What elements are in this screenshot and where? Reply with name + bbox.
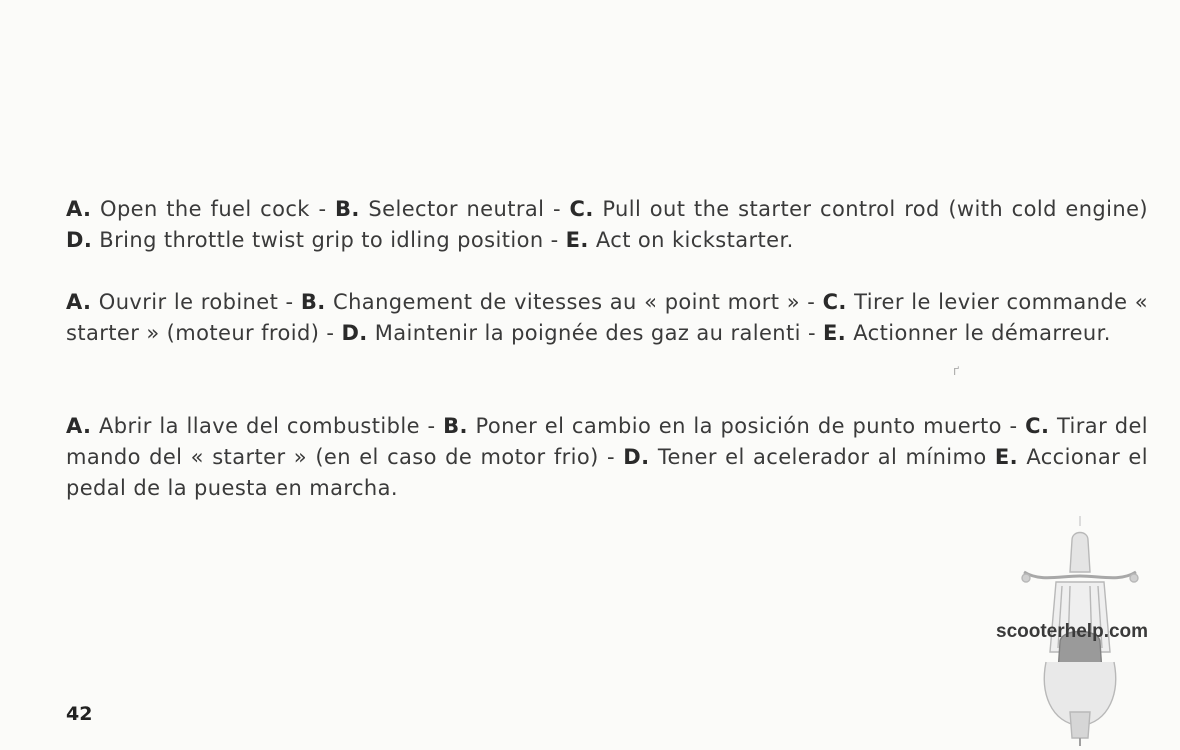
step-label: C.: [822, 290, 847, 314]
step-text: Bring throttle twist grip to idling position: [99, 228, 544, 252]
step-label: D.: [66, 228, 93, 252]
step-text: Pull out the starter control rod (with cold engine): [602, 197, 1149, 221]
step-label: E.: [565, 228, 589, 252]
step-text: Actionner le démarreur.: [853, 321, 1111, 345]
step-label: C.: [1025, 414, 1050, 438]
instructions-french: A. Ouvrir le robinet - B. Changement de vitesses au « point mort » - C. Tirer le levier commande « starter » (moteur froid) - D. Maintenir la poignée des gaz au ralenti - E. Actionner le démarreur.: [66, 290, 1148, 345]
step-text: Maintenir la poignée des gaz au ralenti: [374, 321, 801, 345]
step-text: Tirar del mando del « starter » (en el caso de motor frio): [66, 414, 1148, 469]
step-text: Ouvrir le robinet: [98, 290, 279, 314]
step-text: Tener el acelerador al mínimo: [657, 445, 987, 469]
step-label: A.: [66, 290, 92, 314]
step-text: Act on kickstarter.: [595, 228, 794, 252]
step-label: D.: [341, 321, 368, 345]
page-number: 42: [66, 703, 93, 725]
print-speck: ґ: [953, 364, 960, 378]
watermark-site-name: scooterhelp.com: [996, 621, 1149, 642]
step-text: Accionar el pedal de la puesta en marcha.: [66, 445, 1148, 500]
step-label: A.: [66, 414, 92, 438]
step-label: C.: [569, 197, 594, 221]
step-text: Open the fuel cock: [100, 197, 310, 221]
step-label: A.: [66, 197, 92, 221]
step-label: B.: [300, 290, 326, 314]
step-text: Selector neutral: [368, 197, 545, 221]
step-label: E.: [823, 321, 847, 345]
step-label: B.: [335, 197, 360, 221]
instructions-spanish: A. Abrir la llave del combustible - B. Poner el cambio en la posición de punto muerto - C. Tirar del mando del « starter » (en el caso de motor frio) - D. Tener el acelerador al mínimo E. Accionar el pedal de la puesta en marcha.: [66, 414, 1148, 500]
step-text: Poner el cambio en la posición de punto muerto: [475, 414, 1002, 438]
step-label: E.: [994, 445, 1019, 469]
step-text: Changement de vitesses au « point mort »: [333, 290, 800, 314]
step-label: B.: [443, 414, 468, 438]
step-text: Abrir la llave del combustible: [99, 414, 420, 438]
step-label: D.: [623, 445, 650, 469]
instructions-english: A. Open the fuel cock - B. Selector neutral - C. Pull out the starter control rod (with cold engine) D. Bring throttle twist grip to idling position - E. Act on kickstarter.: [66, 197, 1149, 252]
step-text: Tirer le levier commande « starter » (moteur froid): [66, 290, 1148, 345]
